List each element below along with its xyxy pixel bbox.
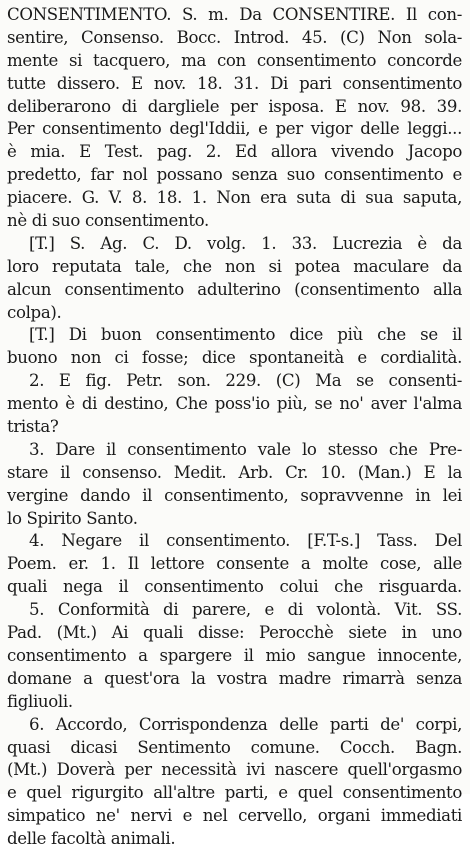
text-line: Poem. er. 1. Il lettore consente a molte cose, alle: [7, 554, 462, 574]
text-line: buono non ci fosse; dice spontaneità e cordialità.: [7, 348, 462, 368]
text-line: deliberarono di dargliele per isposa. E nov. 98. 39.: [7, 96, 462, 116]
text-line: loro reputata tale, che non si potea maculare da: [7, 256, 462, 276]
text-line: Per consentimento degl'Iddii, e per vigor delle leggi...: [7, 119, 462, 139]
dictionary-entry-consentimento: [7, 4, 462, 851]
text-line: e quel rigurgito all'altre parti, e quel consentimento: [7, 783, 462, 803]
text-line: [T.] S. Ag. C. D. volg. 1. 33. Lucrezia è da: [29, 233, 462, 253]
text-line: piacere. G. V. 8. 18. 1. Non era suta di sua saputa,: [7, 188, 462, 208]
text-line: sentire, Consenso. Bocc. Introd. 45. (C) Non sola-: [7, 27, 462, 47]
text-line: mento è di destino, Che poss'io più, se no' aver l'alma: [7, 394, 462, 414]
text-line: 4. Negare il consentimento. [F.T-s.] Tass. Del: [29, 531, 462, 551]
text-line: è mia. E Test. pag. 2. Ed allora vivendo Jacopo: [7, 142, 462, 162]
text-line: mente si tacquero, ma con consentimento concorde: [7, 50, 462, 70]
text-line: figliuoli.: [7, 691, 73, 711]
text-line: delle facoltà animali.: [7, 829, 176, 849]
text-line: quali nega il consentimento colui che risguarda.: [7, 577, 462, 597]
text-line: predetto, far nol possano senza suo consentimento e: [7, 165, 462, 185]
text-line: vergine dando il consentimento, sopravvenne in lei: [7, 485, 462, 505]
text-line: Pad. (Mt.) Ai quali disse: Perocchè siete in uno: [7, 623, 462, 643]
text-line: tutte dissero. E nov. 18. 31. Di pari consentimento: [7, 73, 462, 93]
text-line: 3. Dare il consentimento vale lo stesso che Pre-: [29, 439, 462, 459]
text-line: simpatico ne' nervi e nel cervello, organi immediati: [7, 806, 462, 826]
text-line: lo Spirito Santo.: [7, 508, 138, 528]
text-line: stare il consenso. Medit. Arb. Cr. 10. (Man.) E la: [7, 462, 462, 482]
text-line: 2. E fig. Petr. son. 229. (C) Ma se consenti-: [29, 371, 462, 391]
text-line: nè di suo consentimento.: [7, 211, 209, 231]
text-line: [T.] Di buon consentimento dice più che se il: [29, 325, 462, 345]
text-line: CONSENTIMENTO. S. m. Da CONSENTIRE. Il con-: [7, 5, 462, 24]
text-line: domane a quest'ora la vostra madre rimarrà senza: [7, 668, 462, 688]
text-line: quasi dicasi Sentimento comune. Cocch. Bagn.: [7, 737, 462, 757]
text-line: consentimento a spargere il mio sangue innocente,: [7, 645, 462, 665]
text-line: alcun consentimento adulterino (consentimento alla: [7, 279, 462, 299]
text-line: 5. Conformità di parere, e di volontà. Vit. SS.: [29, 600, 462, 620]
text-line: 6. Accordo, Corrispondenza delle parti de' corpi,: [29, 714, 462, 734]
text-line: (Mt.) Doverà per necessità ivi nascere quell'orgasmo: [7, 760, 462, 780]
text-line: trista?: [7, 417, 59, 437]
text-line: colpa).: [7, 302, 62, 322]
